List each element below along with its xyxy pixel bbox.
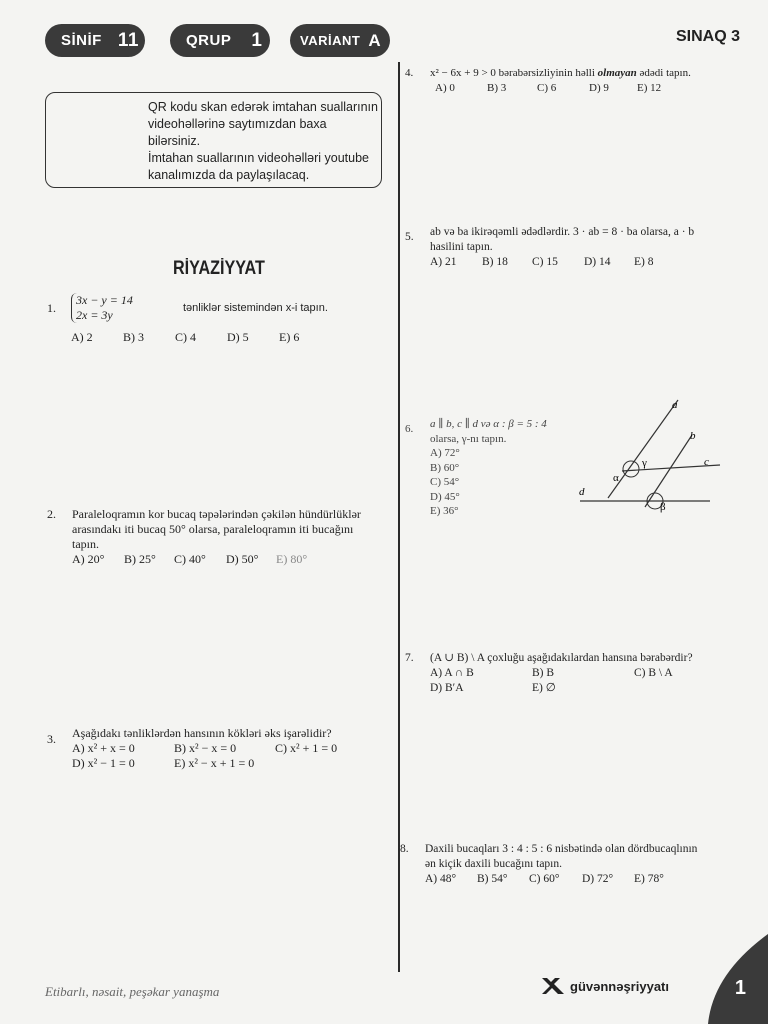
option-d[interactable]: D) B′A [430, 682, 464, 694]
label-gamma: γ [642, 457, 647, 469]
question-text [430, 66, 750, 81]
sinif-badge [45, 24, 145, 57]
question-number: 5. [405, 231, 414, 243]
label-c: c [704, 456, 709, 468]
answer-options [430, 255, 750, 270]
info-box [45, 92, 382, 188]
subject-title: RİYAZİYYAT [173, 258, 265, 279]
question-text-1: Paraleloqramın kor bucaq təpələrindən çəkilən hündürlüklər [72, 507, 361, 521]
question-text-1: a ∥ b, c ∥ d və α : β = 5 : 4 [430, 418, 547, 430]
option-c[interactable]: C) 15 [532, 256, 558, 268]
sinif-label: SİNİF [61, 32, 102, 49]
question-8 [400, 842, 750, 892]
question-number: 4. [405, 67, 414, 79]
option-c[interactable]: C) 40° [174, 552, 206, 566]
option-e[interactable]: E) 8 [634, 256, 654, 268]
label-d: d [579, 486, 585, 498]
option-b[interactable]: B) 60° [430, 461, 460, 474]
question-number: 7. [405, 652, 414, 664]
brand-name: güvənnəşriyyatı [570, 978, 669, 994]
option-d[interactable]: D) 9 [589, 82, 609, 94]
question-text-2: ən kiçik daxili bucağını tapın. [425, 858, 563, 870]
question-text-2: hasilini tapın. [430, 241, 493, 253]
info-line-2: İmtahan suallarının videohəlləri youtube kanalımızda da paylaşılacaq. [148, 151, 369, 182]
label-beta: β [660, 501, 666, 513]
question-text-emphasis: olmayan [597, 67, 637, 79]
option-e[interactable]: E) 78° [634, 873, 664, 885]
question-text-1: Daxili bucaqları 3 : 4 : 5 : 6 nisbətində olan dördbucaqlının [425, 843, 698, 855]
sinif-number: 11 [117, 29, 139, 51]
option-a[interactable]: A) 21 [430, 256, 457, 268]
question-text: (A ∪ B) \ A çoxluğu aşağıdakılardan hansına bərabərdir? [430, 652, 693, 664]
option-b[interactable]: B) 18 [482, 256, 508, 268]
label-b: b [690, 430, 696, 442]
question-text-2: arasındakı iti bucaq 50° olarsa, paraleloqramın iti bucağını [72, 522, 354, 536]
option-b[interactable]: B) 54° [477, 873, 508, 885]
variant-badge [290, 24, 390, 57]
question-number: 6. [405, 423, 414, 435]
geometry-figure [570, 395, 745, 520]
option-d[interactable]: D) 5 [227, 330, 249, 344]
option-a[interactable]: A) 20° [72, 552, 105, 566]
question-text-c: ədədi tapın. [636, 67, 691, 79]
option-e[interactable]: E) 80° [276, 552, 308, 566]
angle-alpha-arc [623, 461, 639, 477]
option-c[interactable]: C) 4 [175, 330, 196, 344]
question-3 [47, 726, 387, 776]
question-number: 8. [400, 843, 409, 855]
option-a[interactable]: A) 2 [71, 330, 93, 344]
option-b[interactable]: B) 3 [123, 330, 144, 344]
question-6 [405, 417, 585, 522]
option-e[interactable]: E) 12 [637, 82, 662, 94]
brand-logo [540, 976, 669, 996]
exam-title: SINAQ 3 [675, 28, 740, 45]
option-a[interactable]: A) A ∩ B [430, 667, 474, 679]
equation-2: 2x = 3y [76, 308, 113, 322]
question-2 [47, 507, 387, 567]
option-e[interactable]: E) 36° [430, 505, 459, 517]
equation-system [71, 293, 166, 323]
option-e[interactable]: E) x² − x + 1 = 0 [174, 756, 255, 770]
question-5 [405, 225, 750, 275]
qrup-number: 1 [251, 29, 263, 51]
option-d[interactable]: D) x² − 1 = 0 [72, 756, 135, 770]
option-b[interactable]: B) 25° [124, 552, 156, 566]
option-d[interactable]: D) 72° [582, 873, 614, 885]
question-text: Aşağıdakı tənliklərdən hansının kökləri əks işarəlidir? [72, 726, 332, 740]
label-alpha: α [613, 472, 619, 484]
option-d[interactable]: D) 14 [584, 256, 611, 268]
option-a[interactable]: A) 72° [430, 447, 460, 459]
info-line-1: QR kodu skan edərək imtahan suallarının videohəllərinə saytımızdan baxa bilərsiniz. [148, 100, 378, 148]
footer-slogan: Etibarlı, nəsait, peşəkar yanaşma [45, 984, 220, 999]
answer-options [72, 741, 392, 771]
answer-options [425, 872, 750, 887]
line-b [645, 435, 692, 507]
question-1 [47, 293, 377, 353]
question-text-2: olarsa, γ-nı tapın. [430, 432, 507, 445]
equation-1: 3x − y = 14 [76, 293, 133, 307]
question-7 [405, 651, 750, 701]
answer-options [430, 666, 750, 696]
page-number: 1 [734, 977, 746, 999]
option-b[interactable]: B) B [532, 667, 555, 679]
option-e[interactable]: E) ∅ [532, 682, 556, 694]
question-number: 2. [47, 507, 56, 521]
question-text-3: tapın. [72, 537, 99, 551]
option-b[interactable]: B) x² − x = 0 [174, 741, 237, 755]
question-4 [405, 66, 750, 100]
option-c[interactable]: C) x² + 1 = 0 [275, 741, 338, 755]
option-d[interactable]: D) 50° [226, 552, 259, 566]
answer-options [72, 552, 392, 567]
variant-value: A [368, 30, 382, 50]
option-c[interactable]: C) 54° [430, 476, 460, 488]
option-c[interactable]: C) 60° [529, 873, 560, 885]
answer-options [71, 330, 391, 345]
option-a[interactable]: A) 48° [425, 873, 457, 885]
column-divider [398, 62, 400, 972]
option-c[interactable]: C) 6 [537, 82, 557, 94]
option-d[interactable]: D) 45° [430, 490, 460, 503]
question-text-1: ab və ba ikirəqəmli ədədlərdir. 3 · ab = 8 · ba olarsa, a · b [430, 226, 695, 238]
brand-mark-icon [540, 976, 566, 996]
question-number: 3. [47, 732, 56, 746]
option-b[interactable]: B) 3 [487, 82, 507, 94]
qrup-badge [170, 24, 270, 57]
question-text: tənliklər sistemindən x-i tapın. [183, 302, 328, 314]
question-text-a: x² − 6x + 9 > 0 bərabərsizliyinin həlli [430, 67, 598, 79]
variant-label: VARİANT [300, 33, 361, 48]
option-a[interactable]: A) x² + x = 0 [72, 741, 135, 755]
option-a[interactable]: A) 0 [435, 82, 455, 94]
qrup-label: QRUP [186, 32, 232, 49]
question-number: 1. [47, 301, 56, 315]
answer-options [430, 81, 750, 96]
label-a: a [672, 399, 678, 411]
option-c[interactable]: C) B \ A [634, 667, 673, 679]
option-e[interactable]: E) 6 [279, 330, 300, 344]
